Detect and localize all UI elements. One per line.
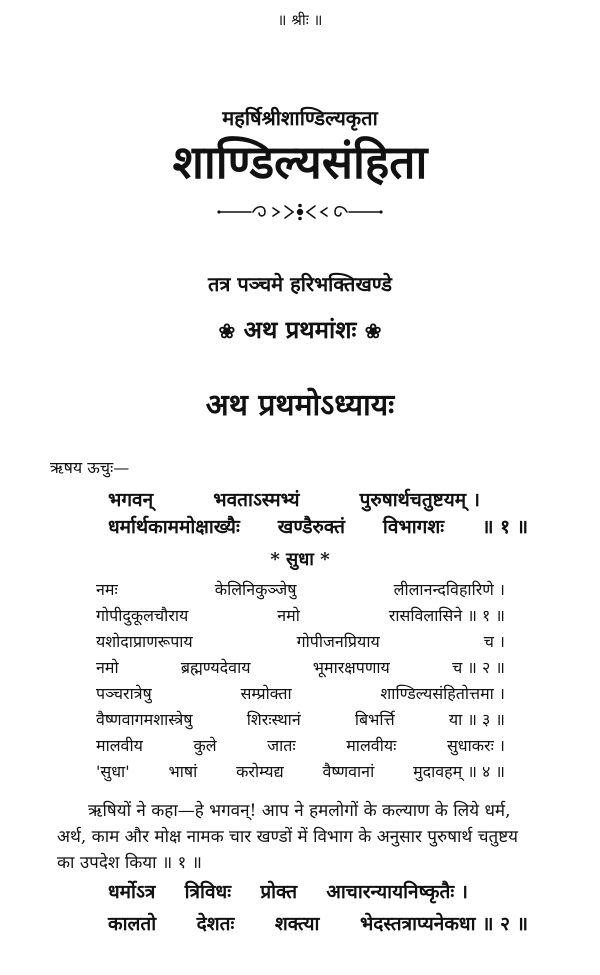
translation-line: ऋषियों ने कहा—हे भगवन्! आप ने हमलोगों के कल्याण के लिये धर्म, (88, 801, 511, 821)
invocation: ॥ श्रीः ॥ (277, 11, 323, 29)
commentary-line (96, 734, 505, 756)
commentary-word: सम्प्रोक्ता (240, 684, 292, 703)
verse-word: आचारन्यायनिष्कृतैः । (326, 881, 468, 903)
commentary-word: लीलानन्दविहारिणे । (393, 580, 505, 599)
verse-word: भवताऽस्मभ्यं (213, 489, 300, 511)
verse-word: भेदस्तत्राप्यनेकधा ॥ २ ॥ (359, 913, 528, 935)
commentary-word: नमः (96, 580, 118, 599)
verse-word: खण्डैरुक्तं (277, 516, 345, 538)
commentary-word: च । (483, 632, 505, 651)
commentary-word: 'सुधा' (96, 762, 130, 781)
translation-line: का उपदेश किया ॥ १ ॥ (57, 853, 202, 873)
verse-word: कालतो (108, 913, 157, 935)
book-title: शाण्डिल्यसंहिता (172, 135, 428, 189)
commentary-word: करोम्यद्य (236, 762, 284, 781)
commentary-word: शाण्डिल्यसंहितोत्तमा । (380, 684, 505, 703)
commentary-line (96, 578, 505, 600)
translation-line: अर्थ, काम और मोक्ष नामक चार खण्डों में विभाग के अनुसार पुरुषार्थ चतुष्टय (57, 827, 518, 847)
commentary-word: च ॥ २ ॥ (452, 658, 505, 677)
ornament-divider-icon (217, 202, 383, 222)
commentary-word: वैष्णवागमशास्त्रेषु (96, 710, 193, 729)
commentary-word: मुदावहम् ॥ ४ ॥ (413, 762, 505, 781)
verse-word: त्रिविधः (184, 881, 232, 903)
commentary-word: गोपीदुकूलचौराय (96, 606, 189, 625)
speaker-label: ऋषय ऊचुः— (50, 458, 130, 477)
verse-word: शक्त्या (274, 913, 320, 935)
commentary-word: यशोदाप्राणरूपाय (96, 632, 193, 651)
commentary-word: मालवीयः (346, 736, 397, 755)
commentary-line (96, 760, 505, 782)
commentary-word: नमो (96, 658, 119, 677)
commentary-word: या ॥ ३ ॥ (448, 710, 505, 729)
chapter-title: अथ प्रथमोऽध्यायः (205, 388, 395, 423)
commentary-word: शिरःस्थानं (246, 710, 301, 729)
commentary-word: रासविलासिने ॥ १ ॥ (388, 606, 505, 625)
commentary-word: जातः (267, 736, 296, 755)
verse-word: विभागशः (382, 516, 445, 538)
verse-word: देशतः (196, 913, 235, 935)
commentary-word: केलिनिकुञ्जेषु (214, 580, 297, 599)
commentary-word: वैष्णवानां (322, 762, 375, 781)
verse-word: पुरुषार्थचतुष्टयम् । (359, 489, 480, 511)
commentary-word: कुले (193, 736, 217, 755)
part-title: अथ प्रथमांशः (243, 315, 357, 344)
verse-word: धर्मार्थकाममोक्षाख्यैः (108, 516, 240, 538)
verse-word: प्रोक्त (260, 881, 298, 903)
verse-word: धर्मोऽत्र (108, 881, 156, 903)
commentary-word: भाषां (168, 762, 198, 781)
commentary-word: ब्रह्मण्यदेवाय (180, 658, 251, 677)
flower-icon: ❀ (218, 319, 236, 343)
part-heading (0, 313, 600, 346)
verse-number: ॥ १ ॥ (482, 516, 528, 538)
commentary-line (96, 682, 505, 704)
commentary-line (96, 630, 505, 652)
commentary-word: पञ्चरात्रेषु (96, 684, 152, 703)
author-line: महर्षिश्रीशाण्डिल्यकृता (222, 106, 378, 130)
commentary-line (96, 656, 505, 678)
commentary-word: भूमारक्षपणाय (312, 658, 390, 677)
verse-2-line-2 (108, 910, 528, 936)
commentary-word: नमो (277, 606, 300, 625)
flower-icon: ❀ (364, 319, 382, 343)
verse-word: भगवन् (108, 489, 154, 511)
commentary-word: बिभर्त्ति (354, 710, 395, 729)
section-heading: तत्र पञ्चमे हरिभक्तिखण्डे (207, 272, 393, 296)
commentary-word: सुधाकरः । (446, 736, 505, 755)
verse-1-line-2 (108, 513, 528, 539)
verse-1-line-1 (108, 486, 480, 512)
commentary-word: मालवीय (96, 736, 143, 755)
commentary-line (96, 604, 505, 626)
commentary-title: * सुधा * (270, 549, 330, 570)
verse-2-line-1 (108, 878, 468, 904)
commentary-word: गोपीजनप्रियाय (296, 632, 380, 651)
commentary-line (96, 708, 505, 730)
